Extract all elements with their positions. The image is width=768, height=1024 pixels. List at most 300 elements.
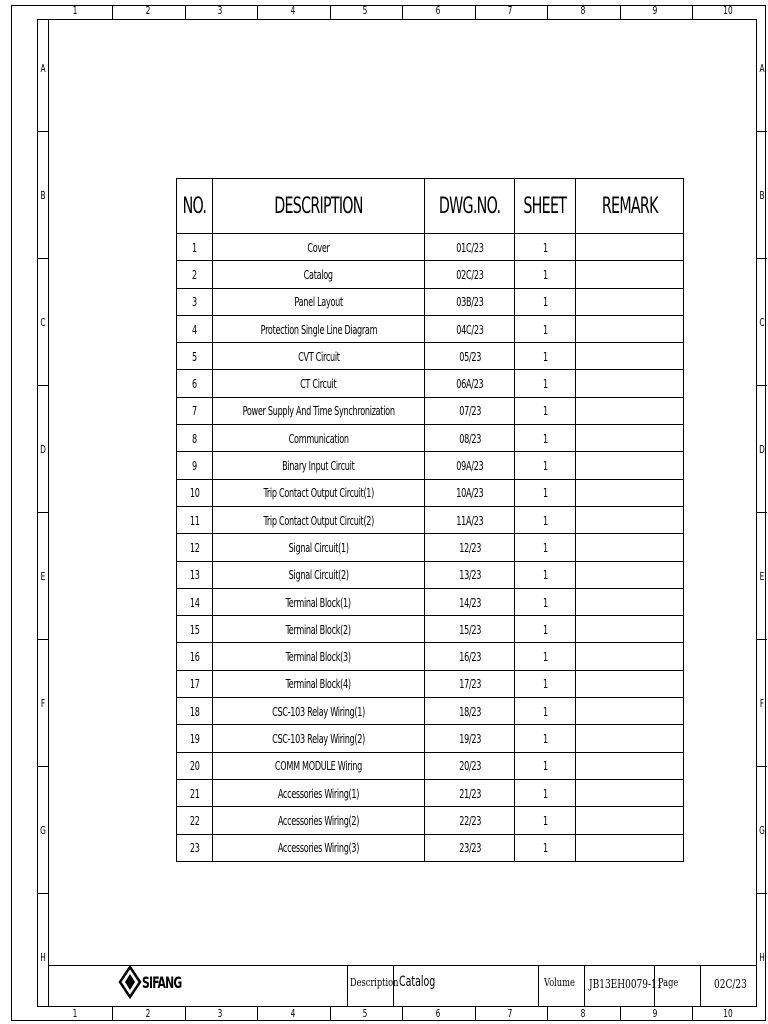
cell-sheet <box>515 643 576 670</box>
row-tick <box>37 512 48 513</box>
table-row <box>177 779 684 806</box>
table-row <box>177 452 684 479</box>
description-value <box>399 975 447 989</box>
right-ruler-line <box>756 19 757 1007</box>
cell-dwg-no-text: 06A/23 <box>456 376 484 392</box>
header-remark <box>575 179 683 234</box>
cell-no-text: 20 <box>189 758 200 774</box>
cell-no-text: 15 <box>189 621 200 637</box>
cell-description <box>213 725 425 752</box>
cell-description <box>213 234 425 261</box>
table-row <box>177 807 684 834</box>
table-row <box>177 315 684 342</box>
header-dwg-no <box>425 179 515 234</box>
cell-description-text: Terminal Block(3) <box>286 649 352 665</box>
cell-dwg-no-text: 22/23 <box>458 812 481 828</box>
row-label: C <box>759 316 765 329</box>
cell-description-text: Accessories Wiring(1) <box>277 785 360 801</box>
cell-sheet <box>515 261 576 288</box>
cell-description-text: Trip Contact Output Circuit(1) <box>263 485 374 501</box>
cell-sheet-text: 1 <box>542 458 548 474</box>
column-tick <box>185 5 186 19</box>
logo-text: SIFANG <box>142 973 182 992</box>
cell-no <box>177 315 213 342</box>
cell-description <box>213 752 425 779</box>
cell-no-text: 9 <box>192 458 197 474</box>
cell-description-text: Signal Circuit(1) <box>288 539 349 555</box>
row-tick <box>756 258 767 259</box>
row-tick <box>37 258 48 259</box>
cell-description <box>213 698 425 725</box>
sifang-logo <box>118 966 228 1000</box>
cell-sheet <box>515 315 576 342</box>
row-tick <box>756 766 767 767</box>
cell-description-text: Accessories Wiring(2) <box>277 812 360 828</box>
cell-sheet-text: 1 <box>542 321 548 337</box>
row-tick <box>37 131 48 132</box>
cell-description <box>213 834 425 861</box>
cell-sheet-text: 1 <box>542 430 548 446</box>
col-label: 4 <box>290 4 296 17</box>
cell-dwg-no-text: 13/23 <box>458 567 481 583</box>
table-row <box>177 343 684 370</box>
volume-value-text: JB13EH0079-11 <box>589 977 663 991</box>
cell-remark <box>575 343 683 370</box>
cell-description <box>213 397 425 424</box>
cell-no <box>177 452 213 479</box>
cell-dwg-no-text: 10A/23 <box>456 485 484 501</box>
cell-description-text: Power Supply And Time Synchronization <box>242 403 395 419</box>
cell-sheet-text: 1 <box>542 758 548 774</box>
cell-dwg-no-text: 05/23 <box>458 348 481 364</box>
col-label: 10 <box>723 4 733 17</box>
row-label: D <box>759 443 765 456</box>
col-label: 6 <box>435 1007 441 1020</box>
cell-no <box>177 370 213 397</box>
cell-description-text: Catalog <box>304 266 334 282</box>
cell-dwg-no <box>425 479 515 506</box>
row-tick <box>756 893 767 894</box>
table-row <box>177 479 684 506</box>
cell-no-text: 21 <box>189 785 200 801</box>
table-row <box>177 425 684 452</box>
table-row <box>177 670 684 697</box>
cell-no <box>177 779 213 806</box>
row-tick <box>756 639 767 640</box>
cell-description <box>213 779 425 806</box>
cell-description-text: CSC-103 Relay Wiring(1) <box>272 703 366 719</box>
cell-sheet-text: 1 <box>542 485 548 501</box>
cell-dwg-no <box>425 725 515 752</box>
cell-remark <box>575 452 683 479</box>
cell-description <box>213 479 425 506</box>
header-dwg-no-label: DWG.NO. <box>439 193 501 219</box>
cell-description <box>213 315 425 342</box>
cell-sheet-text: 1 <box>542 403 548 419</box>
cell-no <box>177 616 213 643</box>
cell-description <box>213 425 425 452</box>
cell-description-text: Binary Input Circuit <box>282 458 355 474</box>
cell-dwg-no-text: 14/23 <box>458 594 481 610</box>
cell-sheet <box>515 534 576 561</box>
col-label: 9 <box>652 1007 658 1020</box>
col-label: 7 <box>507 4 513 17</box>
cell-no-text: 19 <box>189 730 200 746</box>
cell-sheet <box>515 425 576 452</box>
header-remark-label: REMARK <box>601 193 658 219</box>
cell-dwg-no-text: 12/23 <box>458 539 481 555</box>
table-row <box>177 534 684 561</box>
col-label: 4 <box>290 1007 296 1020</box>
col-label: 2 <box>145 4 151 17</box>
cell-remark <box>575 698 683 725</box>
divider <box>347 965 348 1007</box>
cell-sheet <box>515 779 576 806</box>
row-label: H <box>759 951 765 964</box>
cell-sheet <box>515 725 576 752</box>
cell-description-text: CSC-103 Relay Wiring(2) <box>272 730 366 746</box>
cell-no-text: 23 <box>189 840 200 856</box>
cell-remark <box>575 643 683 670</box>
cell-description <box>213 807 425 834</box>
col-label: 10 <box>723 1007 733 1020</box>
col-label: 1 <box>72 1007 78 1020</box>
col-label: 7 <box>507 1007 513 1020</box>
cell-sheet <box>515 616 576 643</box>
cell-remark <box>575 397 683 424</box>
row-label: E <box>40 570 46 583</box>
cell-dwg-no <box>425 534 515 561</box>
cell-dwg-no-text: 11A/23 <box>456 512 484 528</box>
cell-remark <box>575 752 683 779</box>
cell-no-text: 1 <box>192 239 197 255</box>
cell-description-text: Panel Layout <box>294 294 343 310</box>
column-tick <box>330 5 331 19</box>
row-label: G <box>759 824 765 837</box>
cell-description <box>213 588 425 615</box>
cell-no-text: 17 <box>189 676 200 692</box>
cell-remark <box>575 561 683 588</box>
column-tick <box>475 1007 476 1021</box>
volume-label-text: Volume <box>544 976 575 989</box>
row-label: B <box>759 189 765 202</box>
row-label: F <box>759 697 765 710</box>
cell-dwg-no-text: 18/23 <box>458 703 481 719</box>
row-label: C <box>40 316 46 329</box>
cell-description <box>213 670 425 697</box>
cell-description-text: Protection Single Line Diagram <box>260 321 377 337</box>
table-row <box>177 616 684 643</box>
cell-description-text: Cover <box>307 239 330 255</box>
cell-sheet-text: 1 <box>542 348 548 364</box>
cell-dwg-no <box>425 261 515 288</box>
col-label: 5 <box>362 1007 368 1020</box>
table-row <box>177 506 684 533</box>
row-tick <box>756 512 767 513</box>
cell-dwg-no <box>425 670 515 697</box>
table-row <box>177 261 684 288</box>
cell-no <box>177 725 213 752</box>
table-row <box>177 698 684 725</box>
volume-label <box>544 976 585 990</box>
cell-sheet-text: 1 <box>542 812 548 828</box>
cell-no <box>177 643 213 670</box>
cell-sheet <box>515 506 576 533</box>
cell-no-text: 7 <box>192 403 197 419</box>
cell-description-text: Signal Circuit(2) <box>288 567 349 583</box>
col-label: 1 <box>72 4 78 17</box>
cell-sheet <box>515 452 576 479</box>
cell-no <box>177 834 213 861</box>
cell-description-text: Accessories Wiring(3) <box>277 840 360 856</box>
cell-remark <box>575 834 683 861</box>
cell-sheet <box>515 588 576 615</box>
cell-no-text: 11 <box>189 512 200 528</box>
cell-dwg-no-text: 09A/23 <box>456 458 484 474</box>
cell-sheet-text: 1 <box>542 649 548 665</box>
page-label-text: Page <box>658 976 679 989</box>
divider <box>538 965 539 1007</box>
cell-no-text: 18 <box>189 703 200 719</box>
cell-sheet <box>515 561 576 588</box>
col-label: 3 <box>217 4 223 17</box>
cell-sheet-text: 1 <box>542 294 548 310</box>
cell-description-text: COMM MODULE Wiring <box>275 758 363 774</box>
cell-dwg-no-text: 16/23 <box>458 649 481 665</box>
table-row <box>177 234 684 261</box>
cell-description-text: Terminal Block(2) <box>286 621 352 637</box>
cell-remark <box>575 261 683 288</box>
cell-dwg-no <box>425 315 515 342</box>
col-label: 8 <box>580 4 586 17</box>
col-label: 5 <box>362 4 368 17</box>
cell-dwg-no-text: 03B/23 <box>456 294 484 310</box>
cell-remark <box>575 670 683 697</box>
row-label: A <box>40 62 46 75</box>
row-tick <box>756 385 767 386</box>
cell-sheet-text: 1 <box>542 594 548 610</box>
cell-description-text: CT Circuit <box>300 376 337 392</box>
cell-dwg-no <box>425 425 515 452</box>
cell-description-text: Communication <box>288 430 349 446</box>
cell-sheet <box>515 397 576 424</box>
column-tick <box>402 5 403 19</box>
table-row <box>177 752 684 779</box>
table-row <box>177 643 684 670</box>
cell-sheet-text: 1 <box>542 567 548 583</box>
cell-remark <box>575 588 683 615</box>
row-tick <box>37 385 48 386</box>
table-body <box>177 234 684 862</box>
cell-no-text: 3 <box>192 294 197 310</box>
row-label: G <box>40 824 46 837</box>
cell-no-text: 4 <box>192 321 197 337</box>
cell-sheet-text: 1 <box>542 676 548 692</box>
row-label: B <box>40 189 46 202</box>
cell-sheet <box>515 479 576 506</box>
column-tick <box>185 1007 186 1021</box>
cell-no <box>177 698 213 725</box>
cell-no <box>177 479 213 506</box>
col-label: 2 <box>145 1007 151 1020</box>
cell-no <box>177 588 213 615</box>
cell-dwg-no-text: 01C/23 <box>456 239 484 255</box>
cell-no <box>177 234 213 261</box>
cell-sheet-text: 1 <box>542 539 548 555</box>
cell-no <box>177 397 213 424</box>
cell-sheet <box>515 234 576 261</box>
cell-description <box>213 288 425 315</box>
cell-remark <box>575 234 683 261</box>
left-ruler-line <box>48 19 49 1007</box>
cell-dwg-no-text: 02C/23 <box>456 266 484 282</box>
cell-no-text: 6 <box>192 376 197 392</box>
cell-sheet-text: 1 <box>542 785 548 801</box>
cell-description <box>213 643 425 670</box>
description-value-text: Catalog <box>399 974 436 990</box>
column-tick <box>692 1007 693 1021</box>
cell-remark <box>575 534 683 561</box>
cell-no <box>177 752 213 779</box>
cell-description-text: Trip Contact Output Circuit(2) <box>263 512 374 528</box>
cell-dwg-no-text: 04C/23 <box>456 321 484 337</box>
cell-no-text: 2 <box>192 266 197 282</box>
cell-dwg-no-text: 17/23 <box>458 676 481 692</box>
cell-sheet-text: 1 <box>542 266 548 282</box>
cell-dwg-no-text: 08/23 <box>458 430 481 446</box>
cell-dwg-no <box>425 343 515 370</box>
table-row <box>177 370 684 397</box>
row-tick <box>756 131 767 132</box>
cell-sheet <box>515 670 576 697</box>
cell-dwg-no <box>425 588 515 615</box>
cell-description <box>213 261 425 288</box>
cell-sheet <box>515 370 576 397</box>
header-no-label: NO. <box>182 193 207 219</box>
description-label-text: Description <box>350 976 399 989</box>
header-sheet <box>515 179 576 234</box>
col-label: 9 <box>652 4 658 17</box>
cell-dwg-no <box>425 561 515 588</box>
cell-remark <box>575 506 683 533</box>
column-tick <box>112 1007 113 1021</box>
cell-sheet <box>515 343 576 370</box>
cell-sheet-text: 1 <box>542 621 548 637</box>
cell-sheet-text: 1 <box>542 512 548 528</box>
col-label: 3 <box>217 1007 223 1020</box>
row-label: H <box>40 951 46 964</box>
column-tick <box>257 1007 258 1021</box>
cell-no-text: 14 <box>189 594 200 610</box>
row-tick <box>37 893 48 894</box>
table-row <box>177 288 684 315</box>
table-header-row <box>177 179 684 234</box>
page-value-text: 02C/23 <box>714 977 747 991</box>
column-tick <box>547 5 548 19</box>
drawing-list-table <box>176 178 684 862</box>
cell-description <box>213 452 425 479</box>
cell-sheet-text: 1 <box>542 376 548 392</box>
col-label: 6 <box>435 4 441 17</box>
cell-remark <box>575 725 683 752</box>
cell-no-text: 12 <box>189 539 200 555</box>
cell-description-text: Terminal Block(1) <box>286 594 352 610</box>
cell-dwg-no-text: 21/23 <box>458 785 481 801</box>
row-label: F <box>40 697 46 710</box>
cell-sheet-text: 1 <box>542 730 548 746</box>
col-label: 8 <box>580 1007 586 1020</box>
header-description <box>213 179 425 234</box>
cell-no <box>177 534 213 561</box>
cell-no <box>177 425 213 452</box>
cell-dwg-no-text: 23/23 <box>458 840 481 856</box>
cell-description <box>213 534 425 561</box>
cell-dwg-no-text: 19/23 <box>458 730 481 746</box>
cell-sheet <box>515 752 576 779</box>
table-row <box>177 561 684 588</box>
cell-dwg-no <box>425 807 515 834</box>
cell-description-text: CVT Circuit <box>297 348 340 364</box>
table-row <box>177 725 684 752</box>
column-tick <box>547 1007 548 1021</box>
cell-sheet <box>515 288 576 315</box>
cell-remark <box>575 779 683 806</box>
cell-no-text: 10 <box>189 485 200 501</box>
cell-remark <box>575 807 683 834</box>
cell-no <box>177 261 213 288</box>
cell-dwg-no <box>425 506 515 533</box>
header-description-label: DESCRIPTION <box>274 193 363 219</box>
header-sheet-label: SHEET <box>523 193 567 219</box>
divider <box>700 965 701 1007</box>
row-label: A <box>759 62 765 75</box>
table-row <box>177 834 684 861</box>
cell-no <box>177 343 213 370</box>
cell-dwg-no-text: 15/23 <box>458 621 481 637</box>
column-tick <box>620 1007 621 1021</box>
row-label: E <box>759 570 765 583</box>
table-row <box>177 588 684 615</box>
cell-remark <box>575 288 683 315</box>
cell-remark <box>575 425 683 452</box>
cell-description <box>213 561 425 588</box>
column-tick <box>475 5 476 19</box>
cell-dwg-no <box>425 752 515 779</box>
cell-no <box>177 807 213 834</box>
row-tick <box>37 639 48 640</box>
cell-description <box>213 616 425 643</box>
cell-dwg-no <box>425 288 515 315</box>
cell-no-text: 16 <box>189 649 200 665</box>
cell-remark <box>575 616 683 643</box>
cell-dwg-no <box>425 397 515 424</box>
row-label: D <box>40 443 46 456</box>
cell-sheet-text: 1 <box>542 703 548 719</box>
cell-sheet <box>515 807 576 834</box>
cell-dwg-no <box>425 834 515 861</box>
cell-sheet <box>515 834 576 861</box>
column-tick <box>112 5 113 19</box>
cell-description <box>213 343 425 370</box>
cell-no <box>177 670 213 697</box>
cell-no-text: 8 <box>192 430 197 446</box>
cell-no <box>177 561 213 588</box>
page-value <box>714 977 758 991</box>
cell-sheet-text: 1 <box>542 840 548 856</box>
cell-description-text: Terminal Block(4) <box>286 676 352 692</box>
row-tick <box>37 766 48 767</box>
column-tick <box>402 1007 403 1021</box>
